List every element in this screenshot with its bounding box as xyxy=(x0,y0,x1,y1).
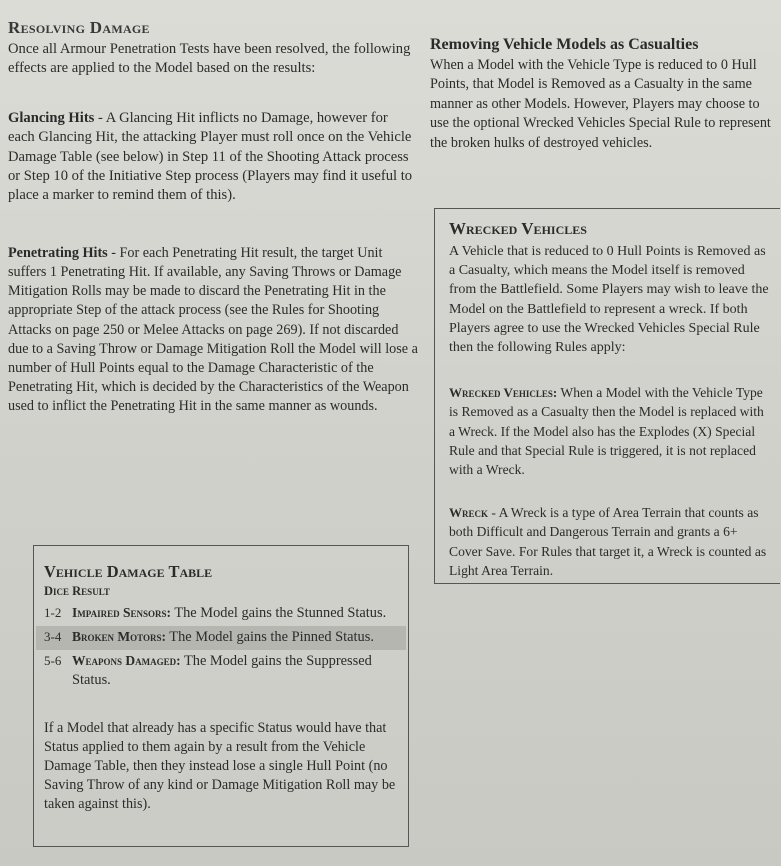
result-text: The Model gains the Stunned Status. xyxy=(170,605,387,621)
removing-casualties-heading: Removing Vehicle Models as Casualties xyxy=(430,36,699,53)
resolving-intro: Once all Armour Penetration Tests have been resolved, the following effects are applied to the Model based on the results: xyxy=(8,41,411,77)
wrecked-vehicles-rule-label: Wrecked Vehicles: xyxy=(449,385,558,401)
resolving-damage-heading: Resolving Damage xyxy=(8,18,150,37)
table-row xyxy=(36,626,406,650)
dice-value: 3-4 xyxy=(44,629,62,644)
result-text: The Model gains the Suppressed Status. xyxy=(72,653,372,688)
vehicle-damage-table xyxy=(33,545,409,847)
glancing-hits-label: Glancing Hits xyxy=(8,109,95,126)
wreck-rule-text: - A Wreck is a type of Area Terrain that counts as both Difficult and Dangerous Terrain and grants a 6+ Cover Save. For Rules that target it, a Wreck is counted as Light Area Terrain. xyxy=(449,505,767,578)
wreck-rule xyxy=(449,503,770,580)
dice-result-header: Dice Result xyxy=(44,584,110,598)
result-text: The Model gains the Pinned Status. xyxy=(165,629,374,645)
table-row xyxy=(44,650,398,693)
result-cell xyxy=(72,627,374,647)
vehicle-damage-table-note: If a Model that already has a specific Status would have that Status applied to them again by a result from the Vehicle Damage Table, then they instead lose a single Hull Point (no Saving Throw of any kind or Damage Mitigation Roll may be taken against this). xyxy=(44,720,396,812)
wrecked-vehicles-box xyxy=(434,208,780,584)
table-row xyxy=(44,602,398,626)
dice-value: 5-6 xyxy=(44,653,62,668)
removing-casualties-text: When a Model with the Vehicle Type is reduced to 0 Hull Points, that Model is Removed as a Casualty in the same manner as other Models. However, Players may choose to use the optional Wrecked Vehicles Special Rule to represent the broken hulks of destroyed vehicles. xyxy=(430,57,771,151)
result-name: Impaired Sensors: xyxy=(72,605,171,620)
result-cell xyxy=(72,603,386,623)
wrecked-vehicles-heading: Wrecked Vehicles xyxy=(449,219,587,238)
wreck-rule-label: Wreck xyxy=(449,505,489,521)
dice-value: 1-2 xyxy=(44,605,62,620)
result-name: Weapons Damaged: xyxy=(72,653,181,668)
wrecked-vehicles-intro: A Vehicle that is reduced to 0 Hull Points is Removed as a Casualty, which means the Model itself is removed from the Battlefield. Some Players may wish to leave the Model on the Battlefield to represent a wreck. If both Players agree to use the Wrecked Vehicles Special Rule then the following Rules apply: xyxy=(449,244,769,356)
vehicle-damage-table-title: Vehicle Damage Table xyxy=(44,562,213,581)
left-column xyxy=(8,18,418,417)
glancing-hits-text: - A Glancing Hit inflicts no Damage, however for each Glancing Hit, the attacking Player must roll once on the Vehicle Damage Table (see below) in Step 11 of the Shooting Attack process or Step 10 of the Initiative Step process (Players may find it useful to place a marker to remind them of this). xyxy=(8,109,413,204)
penetrating-hits-text: - For each Penetrating Hit result, the target Unit suffers 1 Penetrating Hit. If available, any Saving Throws or Damage Mitigation Rolls may be made to discard the Penetrating Hit in the appropriate Step of the attack process (see the Rules for Shooting Attacks on page 250 or Melee Attacks on page 269). If not discarded due to a Saving Throw or Damage Mitigation Roll the Model will lose a number of Hull Points equal to the Damage Characteristic of the Penetrating Hit, which is decided by the Characteristics of the Weapon used to inflict the Penetrating Hit in the same manner as wounds. xyxy=(8,244,418,415)
wrecked-vehicles-rule xyxy=(449,383,770,479)
right-column xyxy=(430,36,780,153)
result-cell xyxy=(72,651,398,690)
glancing-hits-paragraph xyxy=(8,109,418,206)
penetrating-hits-label: Penetrating Hits xyxy=(8,244,108,261)
wrecked-vehicles-rule-text: When a Model with the Vehicle Type is Removed as a Casualty then the Model is replaced with a Wreck. If the Model also has the Explodes (X) Special Rule and that Special Rule is triggered, it is not replaced with a Wreck. xyxy=(449,385,764,478)
result-name: Broken Motors: xyxy=(72,629,166,644)
penetrating-hits-paragraph xyxy=(8,244,418,417)
